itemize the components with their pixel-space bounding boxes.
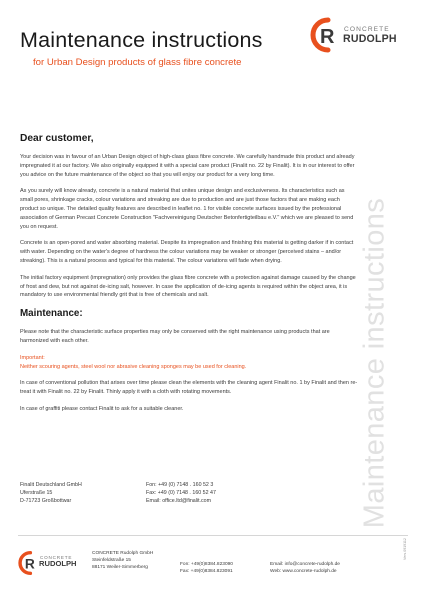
concrete-rudolph-logo-icon xyxy=(310,17,342,53)
footer-city: 88171 Weiler-Simmerberg xyxy=(92,565,148,571)
footer-logo-word-concrete: CONCRETE xyxy=(40,555,73,560)
important-text: Neither scouring agents, steel wool nor abrasive cleaning sponges may be used for cleaning. xyxy=(20,363,247,370)
maintenance-heading: Maintenance: xyxy=(20,308,83,320)
footer-logo-icon xyxy=(18,550,40,576)
finalit-city: D-71723 Großbottwar xyxy=(20,498,72,504)
paragraph-intro: Your decision was in favour of an Urban Design object of high-class glass fibre concrete. We carefully handmade this product and already impregnated it at our factory. We also originally equipped it with a special care product (Finalit no. 22 by Finalit). It is in our interest to offer you advice on the future maintenance of the object so that you will enjoy our product for a very long time. xyxy=(20,154,355,178)
footer-phone-fax xyxy=(180,561,270,575)
footer-divider xyxy=(18,535,408,536)
paragraph-natural-material: As you surely will know already, concrete is a natural material that unites unique design and exclusiveness. Its characteristics such as small pores, shrinkage cracks, colour variations and streaking are due to production and are just those factors that are making each product so unique. The detailed quality features are described in leaflet no. 1 for visible concrete surfaces issued by the professional association of German Precast Concrete Construction "Fachvereinigung Deutscher Betonfertigteilbau e.V." which we are pleased to send you on request. xyxy=(20,188,354,230)
greeting-heading: Dear customer, xyxy=(20,133,94,144)
logo-letter: R xyxy=(320,26,335,48)
finalit-contact-details xyxy=(146,481,306,505)
footer-address xyxy=(92,550,182,572)
finalit-fax: Fax: +49 (0) 7148 . 160 52 47 xyxy=(146,490,216,496)
footer-phone: Fon: +49(0)8384.823090 xyxy=(180,562,233,567)
footer-logo-letter: R xyxy=(24,556,35,572)
pollution-paragraph: In case of conventional pollution that arises over time please clean the elements with the cleaning agent Finalit no. 1 by Finalit and then re-treat it with Finalit no. 22 by Finalit. Thinly apply it with a cloth with rotating movements. xyxy=(20,380,358,396)
footer-logo xyxy=(18,548,76,582)
footer-company: CONCRETE Rudolph GmbH xyxy=(92,551,154,556)
paragraph-open-pored: Concrete is an open-pored and water absorbing material. Despite its impregnation and finishing this material is getting darker if in contact with water. Depending on the water's degree of hardness the colour variations may be weaker or stronger (perceived stains – and/or streaking). This is a natural process and typical for this material. The colour variations will fade when drying. xyxy=(20,240,354,264)
footer-logo-word-rudolph: RUDOLPH xyxy=(39,559,77,568)
finalit-email[interactable]: Email: office.ltd@finalit.com xyxy=(146,498,212,504)
logo-word-concrete: CONCRETE xyxy=(344,26,390,33)
maintenance-intro: Please note that the characteristic surface properties may only be conserved with the right maintenance using products that are harmonized with each other. xyxy=(20,329,330,344)
graffiti-paragraph: In case of graffiti please contact Finalit to ask for a suitable cleaner. xyxy=(20,405,184,412)
finalit-address xyxy=(20,481,146,505)
finalit-street: Uferstraße 15 xyxy=(20,490,53,496)
footer-fax: Fax: +49(0)8384.823091 xyxy=(180,569,233,575)
finalit-phone: Fon: +49 (0) 7148 . 160 52 3 xyxy=(146,482,214,488)
footer-web[interactable]: Web: www.concrete-rudolph.de xyxy=(270,569,337,575)
footer-street: Steinfeldstraße 15 xyxy=(92,558,131,564)
version-code: Vers.0919112 xyxy=(403,538,407,560)
important-label: Important: xyxy=(20,354,45,361)
vertical-watermark xyxy=(357,158,393,568)
logo-word-rudolph: RUDOLPH xyxy=(343,33,397,45)
page-footer xyxy=(18,548,408,584)
paragraph-impregnation: The initial factory equipment (impregnation) only provides the glass fibre concrete with a protection against damage caused by the change of frost and dew, but not against de-icing salt, however. In case the application of de-icing agents is required within the object area, it is mandatory to use environmental friendly grit that is free of chemicals and salt. xyxy=(20,274,356,299)
brand-logo xyxy=(310,17,420,55)
footer-email[interactable]: Email: info@concrete-rudolph.de xyxy=(270,562,340,567)
letter-body xyxy=(20,133,358,422)
finalit-contact xyxy=(20,481,350,505)
watermark-text: Maintenance instructions xyxy=(358,197,391,529)
page-subtitle: for Urban Design products of glass fibre concrete xyxy=(33,57,242,68)
page-title: Maintenance instructions xyxy=(20,28,263,52)
footer-online xyxy=(270,561,390,575)
finalit-company: Finalit Deutschland GmbH xyxy=(20,482,82,488)
important-notice xyxy=(20,354,358,372)
